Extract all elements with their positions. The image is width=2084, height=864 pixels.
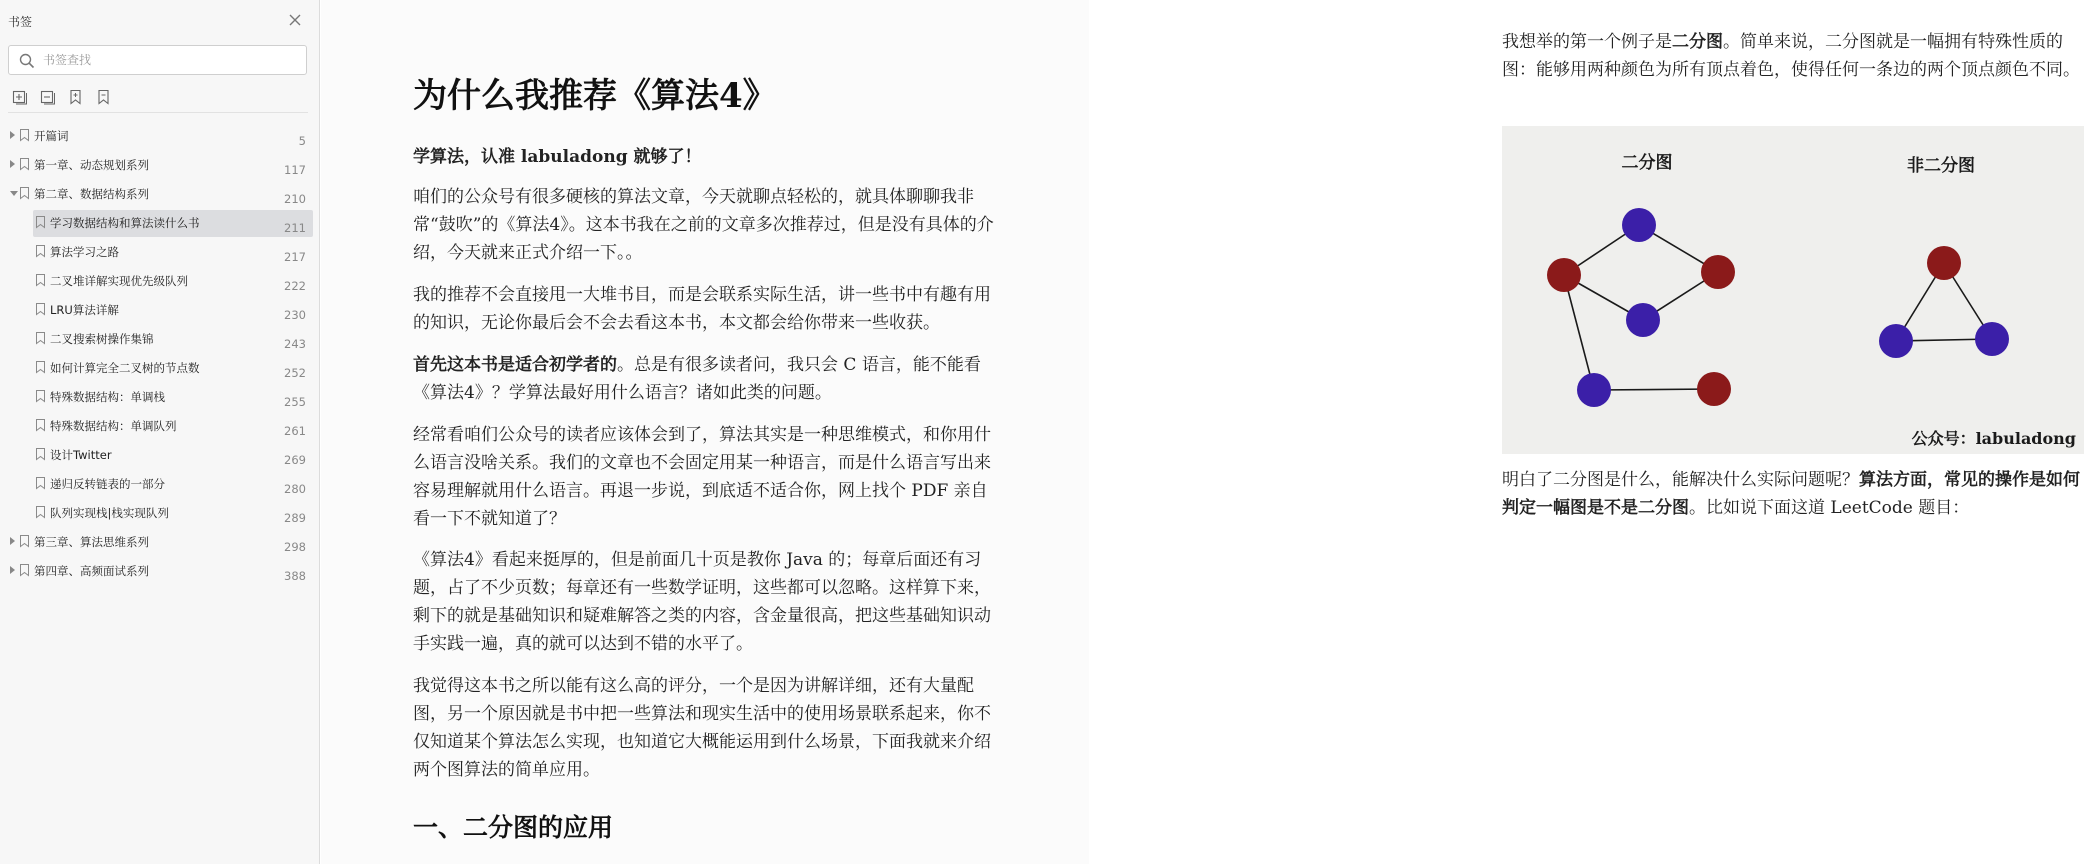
intro-text: 学算法，认准 labuladong 就够了！ (413, 147, 702, 167)
right-paragraph-1-a: 我想举的第一个例子是 (1502, 32, 1672, 52)
graph-illustration (1502, 126, 2084, 454)
bookmark-label: 算法学习之路 (50, 245, 119, 259)
bookmark-icon (36, 419, 45, 431)
figure-label-bipartite: 二分图 (1621, 153, 1673, 173)
bookmark-search-input[interactable] (43, 51, 298, 69)
expand-all-icon[interactable] (12, 88, 28, 106)
bipartite-graph-nodes (1547, 208, 1735, 407)
bookmark-item[interactable] (0, 180, 320, 209)
bookmark-icon (36, 303, 45, 315)
bookmark-item[interactable] (0, 325, 320, 354)
document-viewer[interactable] (321, 0, 2080, 864)
bookmark-item[interactable] (0, 470, 320, 499)
bookmark-page-number: 210 (284, 192, 306, 206)
bookmark-label: 递归反转链表的一部分 (50, 477, 165, 491)
bookmark-label: 第四章、高频面试系列 (34, 564, 149, 578)
page-title: 为什么我推荐《算法4》 (413, 76, 777, 116)
bookmark-icon (36, 506, 45, 518)
bookmark-page-number: 388 (284, 569, 306, 583)
paragraph-3-rest: 。总是有很多读者问，我只会 C 语言，能不能看《算法4》？学算法最好用什么语言？诸如此类的问题。 (413, 355, 981, 403)
section-heading: 一、二分图的应用 (413, 813, 614, 842)
bookmark-item[interactable] (0, 238, 320, 267)
bookmark-page-number: 230 (284, 308, 306, 322)
bookmark-page-number: 280 (284, 482, 306, 496)
bookmark-page-number: 117 (284, 163, 306, 177)
add-bookmark-icon[interactable] (68, 88, 84, 106)
bookmark-page-number: 217 (284, 250, 306, 264)
graph-node-red (1697, 372, 1731, 406)
expand-caret-icon[interactable] (10, 566, 15, 574)
bookmark-page-number: 261 (284, 424, 306, 438)
non-bipartite-graph-nodes (1879, 246, 2009, 358)
bookmark-item[interactable] (0, 557, 320, 586)
bookmark-label: 特殊数据结构：单调队列 (50, 419, 177, 433)
bookmark-icon (36, 274, 45, 286)
right-paragraph-2-a: 明白了二分图是什么，能解决什么实际问题呢？ (1502, 470, 1859, 490)
bookmark-search-box[interactable] (8, 45, 307, 75)
bookmark-item[interactable] (0, 151, 320, 180)
paragraph-6: 我觉得这本书之所以能有这么高的评分，一个是因为讲解详细，还有大量配图，另一个原因就是书中把一些算法和现实生活中的使用场景联系起来，你不仅知道某个算法怎么实现，也知道它大概能运用到什么场景，下面我就来介绍两个图算法的简单应用。 (413, 676, 991, 780)
right-paragraph-1-bold: 二分图 (1672, 32, 1723, 52)
bookmark-label: 第一章、动态规划系列 (34, 158, 149, 172)
document-page-right (1089, 0, 2080, 864)
bookmark-item[interactable] (0, 122, 320, 151)
bookmark-icon (36, 245, 45, 257)
expand-caret-icon[interactable] (10, 131, 15, 139)
bookmark-icon (20, 129, 29, 141)
expand-caret-icon[interactable] (10, 537, 15, 545)
paragraph-1: 咱们的公众号有很多硬核的算法文章，今天就聊点轻松的，就具体聊聊我非常“鼓吹”的《算法4》。这本书我在之前的文章多次推荐过，但是没有具体的介绍，今天就来正式介绍一下。。 (413, 187, 994, 263)
bookmark-icon (36, 448, 45, 460)
paragraph-4: 经常看咱们公众号的读者应该体会到了，算法其实是一种思维模式，和你用什么语言没啥关系。我们的文章也不会固定用某一种语言，而是什么语言写出来容易理解就用什么语言。再退一步说，到底适不适合你，网上找个 PDF 亲自看一下不就知道了？ (413, 425, 991, 529)
bookmark-label: 第三章、算法思维系列 (34, 535, 149, 549)
bookmark-page-number: 255 (284, 395, 306, 409)
paragraph-3-bold: 首先这本书是适合初学者的 (413, 355, 617, 375)
bookmark-item[interactable] (0, 528, 320, 557)
bookmark-sidebar (0, 0, 320, 864)
bookmark-item[interactable] (0, 499, 320, 528)
sidebar-divider (8, 112, 308, 113)
figure-label-non-bipartite: 非二分图 (1907, 156, 1975, 176)
graph-node-blue (1975, 322, 2009, 356)
bipartite-graph-figure (1502, 126, 2084, 454)
paragraph-5: 《算法4》看起来挺厚的，但是前面几十页是教你 Java 的；每章后面还有习题，占了不少页数；每章还有一些数学证明，这些都可以忽略。这样算下来，剩下的就是基础知识和疑难解答之类的内容，含金量很高，把这些基础知识动手实践一遍，真的就可以达到不错的水平了。 (413, 550, 991, 654)
bookmark-toolbar (12, 88, 112, 108)
graph-node-blue (1577, 373, 1611, 407)
bookmark-label: LRU算法详解 (50, 303, 119, 317)
right-paragraph-1-b: 。简单来说，二分图就是一幅拥有特殊性质的图：能够用两种颜色为所有顶点着色，使得任何一条边的两个顶点颜色不同。 (1502, 32, 2080, 80)
bookmark-label: 开篇词 (34, 129, 69, 143)
bookmark-icon[interactable] (96, 88, 112, 106)
bookmark-item[interactable] (0, 383, 320, 412)
graph-node-blue (1622, 208, 1656, 242)
bookmark-label: 二叉堆详解实现优先级队列 (50, 274, 188, 288)
bookmark-icon (36, 216, 45, 228)
paragraph-2: 我的推荐不会直接甩一大堆书目，而是会联系实际生活，讲一些书中有趣有用的知识，无论你最后会不会去看这本书，本文都会给你带来一些收获。 (413, 285, 991, 333)
right-paragraph-2-b: 。比如说下面这道 LeetCode 题目： (1689, 498, 1970, 518)
bookmark-label: 第二章、数据结构系列 (34, 187, 149, 201)
bookmark-page-number: 269 (284, 453, 306, 467)
bookmark-icon (36, 390, 45, 402)
bookmark-page-number: 298 (284, 540, 306, 554)
bookmark-icon (20, 158, 29, 170)
intro-line (413, 143, 999, 171)
paragraph-3 (413, 351, 999, 407)
bookmark-icon (20, 564, 29, 576)
document-page-left (321, 0, 1087, 864)
bookmark-item[interactable] (0, 267, 320, 296)
sidebar-title: 书签 (8, 15, 33, 29)
bookmark-label: 设计Twitter (50, 448, 112, 462)
bookmark-item-selected[interactable] (0, 209, 320, 238)
expand-caret-icon[interactable] (10, 160, 15, 168)
collapse-all-icon[interactable] (40, 88, 56, 106)
bookmark-page-number: 222 (284, 279, 306, 293)
bookmark-page-number: 243 (284, 337, 306, 351)
bookmark-item[interactable] (0, 412, 320, 441)
right-paragraph-2 (1502, 466, 2084, 522)
graph-node-red (1547, 258, 1581, 292)
bookmark-item[interactable] (0, 441, 320, 470)
bookmark-icon (36, 361, 45, 373)
bookmark-icon (36, 332, 45, 344)
bookmark-item[interactable] (0, 296, 320, 325)
bookmark-icon (20, 187, 29, 199)
bookmark-page-number: 211 (284, 221, 306, 235)
bookmark-page-number: 289 (284, 511, 306, 525)
bookmark-icon (36, 477, 45, 489)
bookmark-page-number: 5 (298, 134, 306, 148)
bookmark-label: 二叉搜索树操作集锦 (50, 332, 154, 346)
close-icon[interactable] (286, 11, 304, 29)
graph-node-red (1701, 255, 1735, 289)
bookmark-page-number: 252 (284, 366, 306, 380)
bookmark-icon (20, 535, 29, 547)
figure-watermark: 公众号：labuladong (1911, 429, 2076, 448)
bookmark-label: 学习数据结构和算法读什么书 (50, 216, 200, 230)
right-paragraph-2-bold: 算法方面，常见的操作是如何判定一幅图是不是二分图 (1502, 470, 2080, 518)
right-paragraph-1 (1502, 28, 2084, 84)
bookmark-label: 如何计算完全二叉树的节点数 (50, 361, 200, 375)
bookmark-label: 特殊数据结构：单调栈 (50, 390, 165, 404)
graph-node-blue (1626, 303, 1660, 337)
bookmark-label: 队列实现栈|栈实现队列 (50, 506, 169, 520)
collapse-caret-icon[interactable] (10, 191, 18, 196)
graph-node-red (1927, 246, 1961, 280)
bookmark-tree (0, 122, 320, 586)
search-icon (19, 53, 35, 69)
graph-node-blue (1879, 324, 1913, 358)
bookmark-item[interactable] (0, 354, 320, 383)
